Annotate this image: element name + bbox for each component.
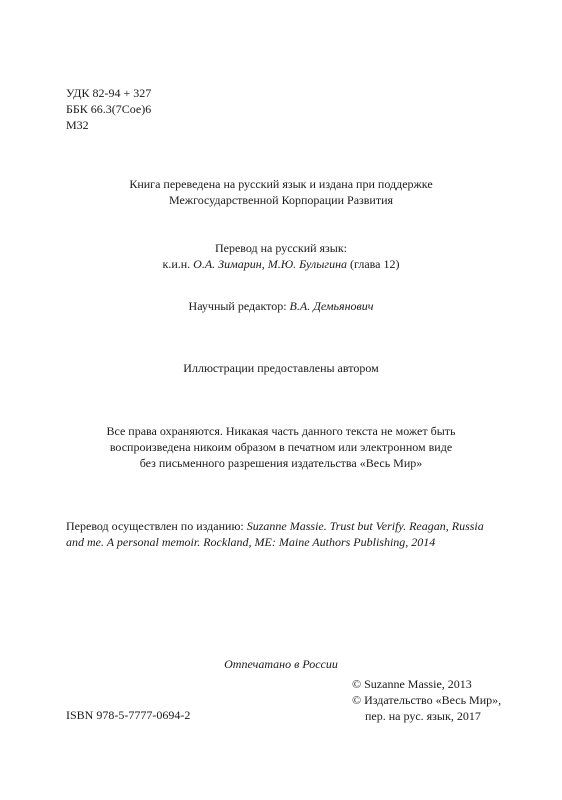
translator-degree: к.и.н. xyxy=(162,257,191,271)
copyright-block xyxy=(352,676,501,724)
isbn: ISBN 978-5-7777-0694-2 xyxy=(66,708,191,722)
translation-credits xyxy=(0,240,562,272)
rights-line-3: без письменного разрешения издательства «Весь Мир» xyxy=(139,456,423,470)
support-line-1: Книга переведена на русский язык и издана при поддержке xyxy=(129,177,433,191)
printed-in-russia: Отпечатано в России xyxy=(224,657,338,671)
translators-line xyxy=(0,256,562,272)
original-source-2: and me. A personal memoir. Rockland, ME: Maine Authors Publishing, 2014 xyxy=(66,535,436,549)
original-label: Перевод осуществлен по изданию: xyxy=(66,519,244,533)
rights-line-2: воспроизведена никоим образом в печатном или электронном виде xyxy=(109,440,453,454)
editor-label: Научный редактор: xyxy=(188,299,287,313)
copyright-translation: пер. на рус. язык, 2017 xyxy=(365,709,481,723)
editor-name: В.А. Демьянович xyxy=(289,299,374,313)
support-line-2: Межгосударственной Корпорации Развития xyxy=(168,193,394,207)
illustrations-credit xyxy=(0,360,562,376)
illustrations-text: Иллюстрации предоставлены автором xyxy=(183,361,379,375)
copyright-publisher: © Издательство «Весь Мир», xyxy=(352,693,502,707)
rights-notice xyxy=(0,423,562,471)
original-source-1: Suzanne Massie. Trust but Verify. Reagan, Russia xyxy=(246,519,484,533)
scientific-editor xyxy=(0,298,562,314)
translator-note: (глава 12) xyxy=(350,257,400,271)
translator-names: О.А. Зимарин, М.Ю. Булыгина xyxy=(193,257,348,271)
copyright-author: © Suzanne Massie, 2013 xyxy=(352,677,472,691)
bbk-code: ББК 66.3(7Сое)6 xyxy=(66,102,152,116)
support-notice xyxy=(0,176,562,208)
rights-line-1: Все права охраняются. Никакая часть данного текста не может быть xyxy=(106,424,456,438)
udk-code: УДК 82-94 + 327 xyxy=(66,86,152,100)
translation-heading: Перевод на русский язык: xyxy=(214,241,348,255)
author-mark: М32 xyxy=(66,118,89,132)
original-edition xyxy=(66,518,506,550)
classification-block xyxy=(66,85,151,133)
